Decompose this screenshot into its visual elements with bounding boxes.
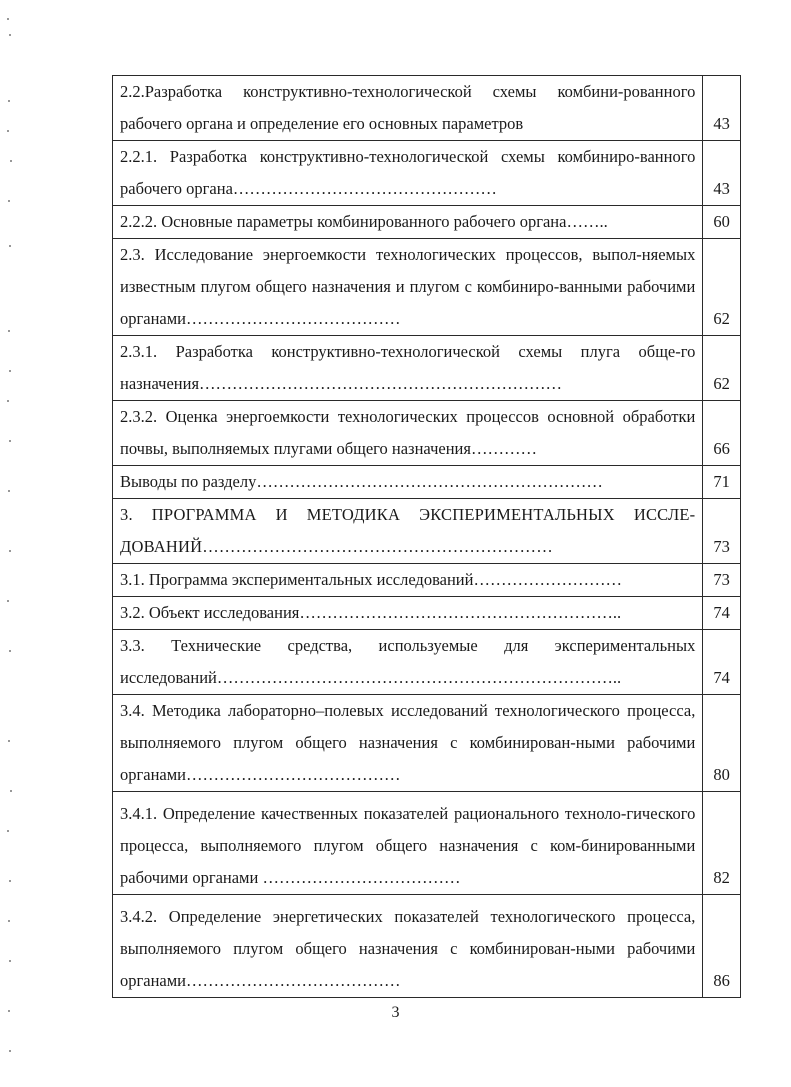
toc-row [113,597,741,630]
toc-entry-title: 2.2.1. Разработка конструктивно-технологической схемы комбиниро-ванного рабочего органа………………………………………… [113,141,703,206]
toc-entry-title: 2.3.2. Оценка энергоемкости технологических процессов основной обработки почвы, выполняемых плугами общего назначения………… [113,401,703,466]
toc-row [113,630,741,695]
table-of-contents [112,75,741,998]
toc-entry-page: 62 [703,336,741,401]
toc-row [113,499,741,564]
toc-entry-page: 82 [703,792,741,895]
toc-row [113,239,741,336]
toc-entry-title: Выводы по разделу……………………………………………………… [113,466,703,499]
toc-row [113,206,741,239]
toc-entry-title: 3.4. Методика лабораторно–полевых исследований технологического процесса, выполняемого плугом общего назначения с комбинирован-ными рабочими органами………………………………… [113,695,703,792]
toc-entry-title: 3.3. Технические средства, используемые для экспериментальных исследований……………………………………………………………….. [113,630,703,695]
toc-entry-title: 2.3. Исследование энергоемкости технологических процессов, выпол-няемых известным плугом общего назначения и плугом с комбиниро-ванными рабочими органами………………………………… [113,239,703,336]
toc-entry-page: 60 [703,206,741,239]
toc-entry-page: 66 [703,401,741,466]
toc-row [113,336,741,401]
toc-entry-page: 86 [703,895,741,998]
toc-entry-title: 2.2.2. Основные параметры комбинированного рабочего органа…….. [113,206,703,239]
toc-row [113,141,741,206]
toc-entry-page: 74 [703,597,741,630]
toc-entry-title: 2.3.1. Разработка конструктивно-технологической схемы плуга обще-го назначения………………………………………………………… [113,336,703,401]
toc-entry-title: 2.2.Разработка конструктивно-технологической схемы комбини-рованного рабочего органа и определение его основных параметров [113,76,703,141]
toc-entry-page: 73 [703,564,741,597]
toc-row [113,792,741,895]
toc-entry-page: 43 [703,76,741,141]
toc-entry-page: 43 [703,141,741,206]
toc-entry-page: 80 [703,695,741,792]
toc-entry-title: 3.1. Программа экспериментальных исследований……………………… [113,564,703,597]
toc-row [113,564,741,597]
page-number: 3 [391,1004,400,1021]
toc-row [113,695,741,792]
toc-row [113,401,741,466]
toc-entry-title: 3.2. Объект исследования………………………………………………….. [113,597,703,630]
toc-entry-title: 3.4.1. Определение качественных показателей рационального техноло-гического процесса, выполняемого плугом общего назначения с ком-бинированными рабочими органами ……………………………… [113,792,703,895]
toc-entry-title: 3.4.2. Определение энергетических показателей технологического процесса, выполняемого плугом общего назначения с комбинирован-ными рабочими органами………………………………… [113,895,703,998]
toc-entry-page: 73 [703,499,741,564]
toc-entry-page: 62 [703,239,741,336]
toc-row [113,466,741,499]
scan-margin-artifacts [3,0,17,1087]
toc-entry-title: 3. ПРОГРАММА И МЕТОДИКА ЭКСПЕРИМЕНТАЛЬНЫХ ИССЛЕ-ДОВАНИЙ……………………………………………………… [113,499,703,564]
toc-entry-page: 74 [703,630,741,695]
toc-row [113,895,741,998]
toc-entry-page: 71 [703,466,741,499]
toc-row [113,76,741,141]
